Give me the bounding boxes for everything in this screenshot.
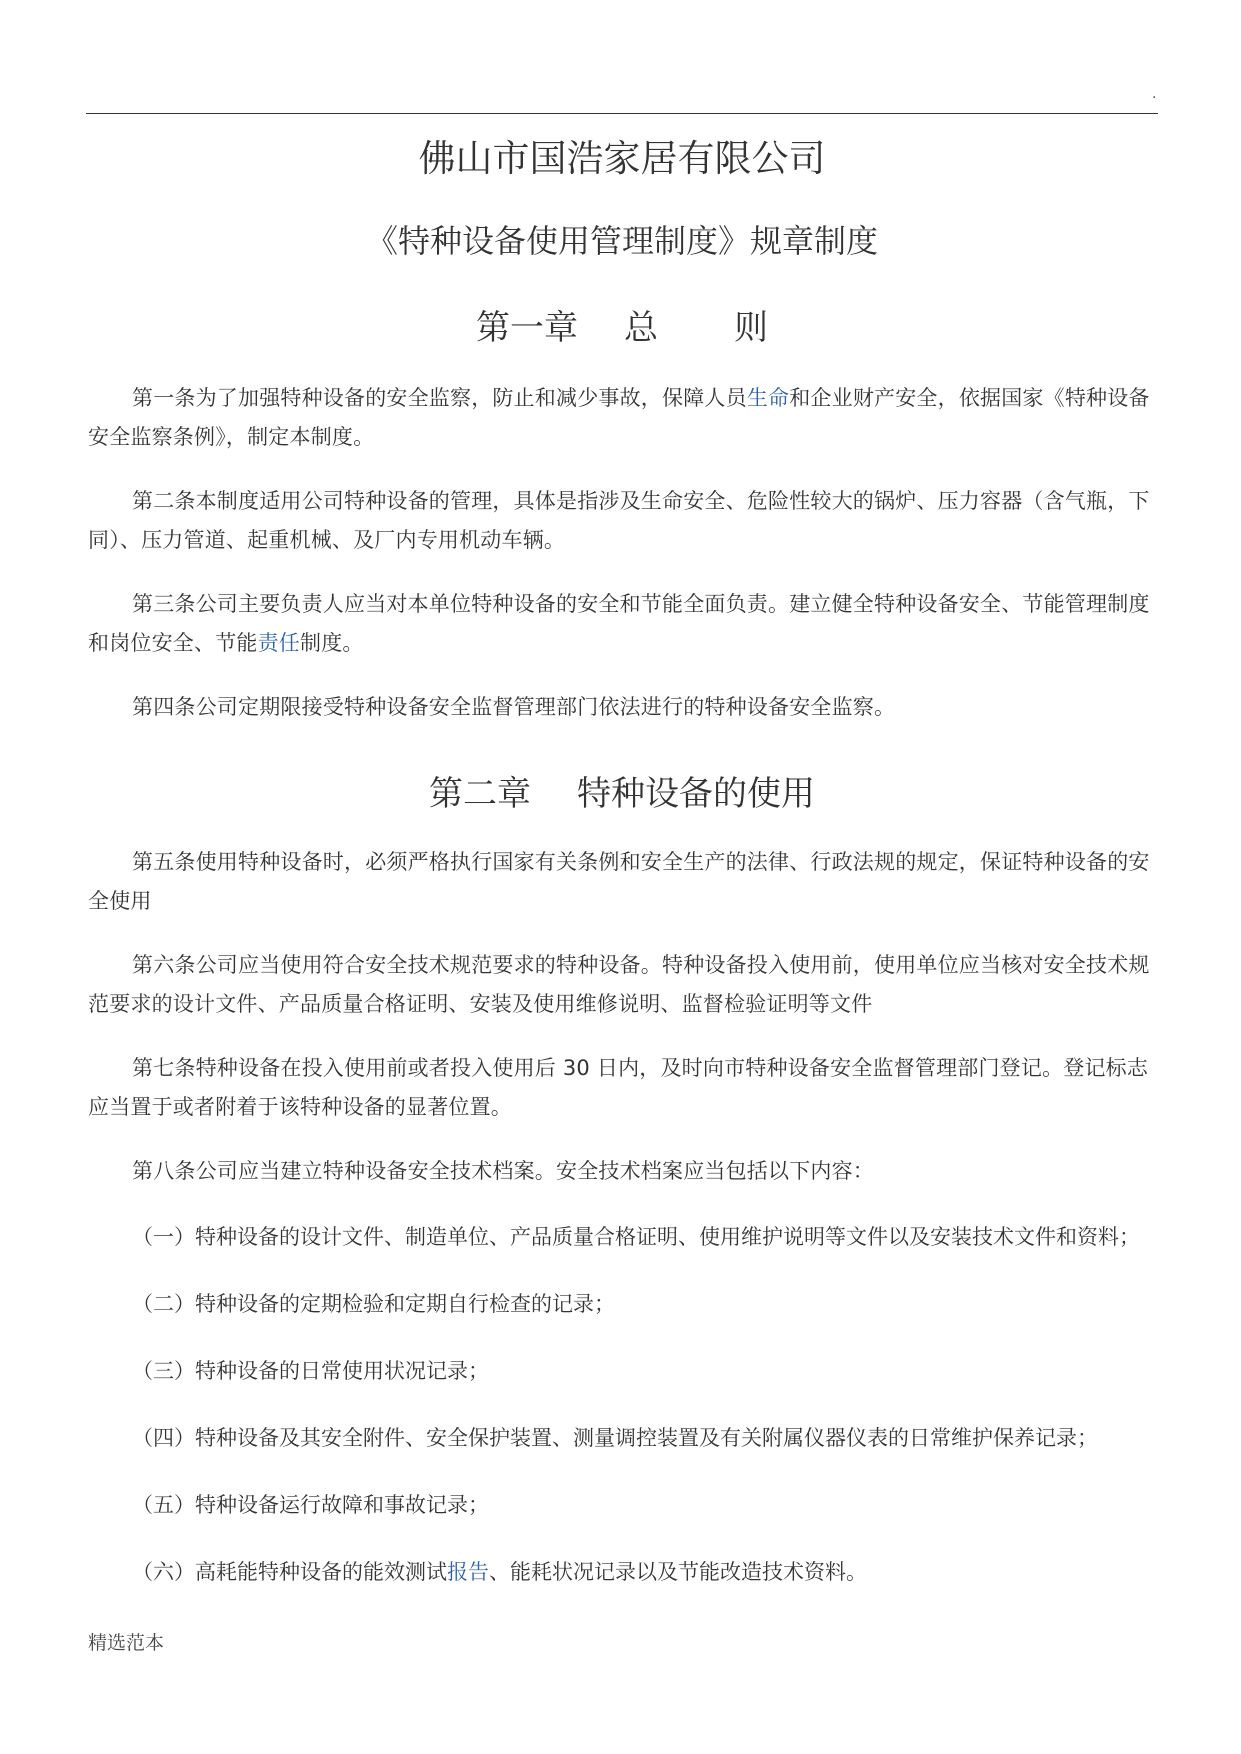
- link-report[interactable]: 报告: [447, 1560, 489, 1584]
- article-6: 第六条公司应当使用符合安全技术规范要求的特种设备。特种设备投入使用前，使用单位应当核对安全技术规范要求的设计文件、产品质量合格证明、安装及使用维修说明、监督检验证明等文件: [88, 953, 1150, 1016]
- list-item-4: （四）特种设备及其安全附件、安全保护装置、测量调控装置及有关附属仪器仪表的日常维护保养记录；: [132, 1426, 1098, 1450]
- chapter-1-title-b: 则: [734, 308, 768, 348]
- list-item-1: （一）特种设备的设计文件、制造单位、产品质量合格证明、使用维护说明等文件以及安装技术文件和资料；: [132, 1225, 1140, 1249]
- chapter-2-title: 特种设备的使用: [577, 774, 815, 814]
- header-mark: .: [1152, 86, 1157, 102]
- article-2: 第二条本制度适用公司特种设备的管理，具体是指涉及生命安全、危险性较大的锅炉、压力容器（含气瓶，下同）、压力管道、起重机械、及厂内专用机动车辆。: [88, 489, 1150, 552]
- article-7: 第七条特种设备在投入使用前或者投入使用后 30 日内，及时向市特种设备安全监督管理部门登记。登记标志应当置于或者附着于该特种设备的显著位置。: [88, 1056, 1149, 1119]
- article-8: 第八条公司应当建立特种设备安全技术档案。安全技术档案应当包括以下内容：: [132, 1159, 874, 1183]
- article-1: 第一条为了加强特种设备的安全监察，防止和减少事故，保障人员生命和企业财产安全，依据国家《特种设备安全监察条例》，制定本制度。: [88, 386, 1150, 449]
- chapter-1-heading: [86, 300, 1158, 349]
- chapter-1-number: 第一章: [476, 308, 578, 348]
- article-3: 第三条公司主要负责人应当对本单位特种设备的安全和节能全面负责。建立健全特种设备安全、节能管理制度和岗位安全、节能责任制度。: [88, 592, 1150, 655]
- document-title: 《特种设备使用管理制度》规章制度: [365, 222, 878, 260]
- chapter-2-heading: [86, 766, 1158, 815]
- company-name: 佛山市国浩家居有限公司: [418, 137, 826, 180]
- link-responsibility[interactable]: 责任: [257, 631, 301, 655]
- footer-label: 精选范本: [88, 1632, 165, 1654]
- list-item-6: （六）高耗能特种设备的能效测试报告、能耗状况记录以及节能改造技术资料。: [132, 1560, 867, 1584]
- list-item-2: （二）特种设备的定期检验和定期自行检查的记录；: [132, 1292, 615, 1316]
- chapter-1-title-a: 总: [624, 308, 658, 348]
- chapter-2-number: 第二章: [429, 774, 531, 814]
- list-item-5: （五）特种设备运行故障和事故记录；: [132, 1493, 489, 1517]
- article-5: 第五条使用特种设备时，必须严格执行国家有关条例和安全生产的法律、行政法规的规定，保证特种设备的安全使用: [88, 850, 1150, 913]
- article-4: 第四条公司定期限接受特种设备安全监督管理部门依法进行的特种设备安全监察。: [132, 695, 896, 719]
- list-item-3: （三）特种设备的日常使用状况记录；: [132, 1359, 489, 1383]
- link-life[interactable]: 生命: [746, 386, 790, 410]
- header-rule: [86, 113, 1158, 114]
